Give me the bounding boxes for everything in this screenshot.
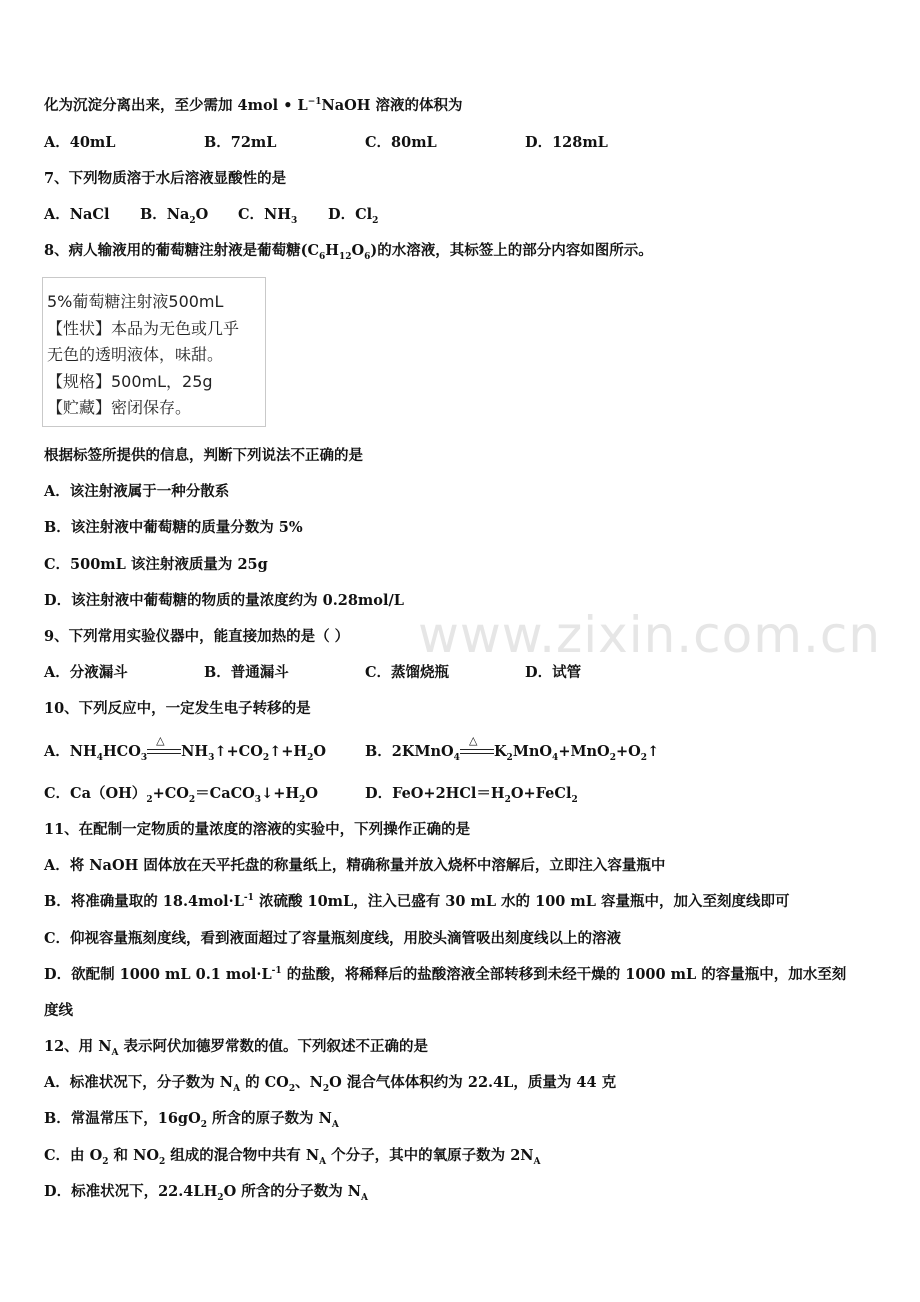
glucose-label-figure (42, 277, 266, 427)
q6-continuation: 化为沉淀分离出来，至少需加 4mol • $L^{-1}NaOH$ 溶液的体积为 (44, 97, 463, 114)
q10-option-b[interactable]: B．2KMnO$_4$ △ $K_2MnO_4+MnO_2+O_2↑$ (365, 734, 660, 763)
q10-option-d[interactable]: D．$FeO+2HCl=H_2O+FeCl_2$ (365, 785, 578, 805)
heat-equals-sign: △ (147, 745, 181, 759)
q8-option-d[interactable]: D．该注射液中葡萄糖的物质的量浓度约为 0.28mol/L (44, 592, 404, 609)
q12-option-a[interactable]: A．标准状况下，分子数为 $N_A$ 的 $CO_2$、$N_2O$ 混合气体体积约为 22.4L，质量为 44 克 (44, 1074, 617, 1094)
q7-option-b[interactable]: B．$Na_2O$ (140, 206, 209, 226)
label-line: 【贮藏】密闭保存。 (47, 398, 192, 417)
heat-equals-sign: △ (460, 745, 494, 759)
q11-option-c[interactable]: C．仰视容量瓶刻度线，看到液面超过了容量瓶刻度线，用胶头滴管吸出刻度线以上的溶液 (44, 930, 622, 947)
q11-stem: 11、在配制一定物质的量浓度的溶液的实验中，下列操作正确的是 (44, 821, 471, 838)
q7-stem: 7、下列物质溶于水后溶液显酸性的是 (44, 170, 287, 187)
q11-option-b[interactable]: B．将准确量取的 $18.4mol\cdot L^{-1}$ 浓硫酸 10mL，注入已盛有 30 mL 水的 100 mL 容量瓶中，加入至刻度线即可 (44, 893, 790, 910)
q11-option-a[interactable]: A．将 NaOH 固体放在天平托盘的称量纸上，精确称量并放入烧杯中溶解后，立即注入容量瓶中 (44, 857, 666, 874)
label-line: 【规格】500mL，25g (47, 371, 213, 391)
q10-stem: 10、下列反应中，一定发生电子转移的是 (44, 700, 311, 717)
q9-option-d[interactable]: D．试管 (525, 664, 582, 681)
q8-stem: 8、病人输液用的葡萄糖注射液是葡萄糖$(C_6H_{12}O_6)$的水溶液，其标签上的部分内容如图所示。 (44, 242, 653, 262)
q6-option-c[interactable]: C．80mL (365, 134, 437, 151)
q12-option-d[interactable]: D．标准状况下，$22.4LH_2O$ 所含的分子数为 $N_A$ (44, 1183, 369, 1203)
q12-option-c[interactable]: C．由 $O_2$ 和 $NO_2$ 组成的混合物中共有 $N_A$ 个分子，其中的氧原子数为 $2N_A$ (44, 1147, 541, 1167)
q6-option-b[interactable]: B．72mL (204, 134, 277, 151)
q8-option-b[interactable]: B．该注射液中葡萄糖的质量分数为 5% (44, 519, 303, 536)
label-line: 5%葡萄糖注射液500mL (47, 292, 224, 311)
q9-option-c[interactable]: C．蒸馏烧瓶 (365, 664, 450, 681)
q6-option-a[interactable]: A．40mL (44, 134, 116, 151)
q7-option-a[interactable]: A．NaCl (44, 206, 110, 223)
q9-option-a[interactable]: A．分液漏斗 (44, 664, 128, 681)
q8-option-a[interactable]: A．该注射液属于一种分散系 (44, 483, 230, 500)
q7-option-d[interactable]: D．$Cl_2$ (328, 206, 379, 226)
q8-option-c[interactable]: C．500mL 该注射液质量为 25g (44, 556, 268, 573)
q10-option-a[interactable]: A．$NH_4HCO_3$ △ $NH_3↑+CO_2↑+H_2O$ (44, 734, 327, 763)
label-line: 【性状】本品为无色或几乎 (47, 318, 240, 338)
label-line: 无色的透明液体，味甜。 (47, 345, 224, 364)
q9-stem: 9、下列常用实验仪器中，能直接加热的是（ ） (44, 628, 350, 645)
q6-option-d[interactable]: D．128mL (525, 134, 608, 151)
q9-option-b[interactable]: B．普通漏斗 (204, 664, 289, 681)
watermark: www.zixin.com.cn (418, 606, 882, 664)
q12-option-b[interactable]: B．常温常压下，$16gO_2$ 所含的原子数为 $N_A$ (44, 1110, 339, 1130)
q12-stem: 12、用 $N_A$ 表示阿伏加德罗常数的值。下列叙述不正确的是 (44, 1038, 429, 1058)
q11-option-d-continued: 度线 (44, 1002, 73, 1019)
q10-option-c[interactable]: C．$Ca(OH)_2+CO_2=CaCO_3↓+H_2O$ (44, 785, 318, 805)
q8-ask: 根据标签所提供的信息，判断下列说法不正确的是 (44, 447, 363, 464)
q7-option-c[interactable]: C．$NH_3$ (238, 206, 298, 226)
q11-option-d[interactable]: D．欲配制 1000 mL 0.1 $mol\cdot L^{-1}$ 的盐酸，将稀释后的盐酸溶液全部转移到未经干燥的 1000 mL 的容量瓶中，加水至刻 (44, 966, 847, 983)
